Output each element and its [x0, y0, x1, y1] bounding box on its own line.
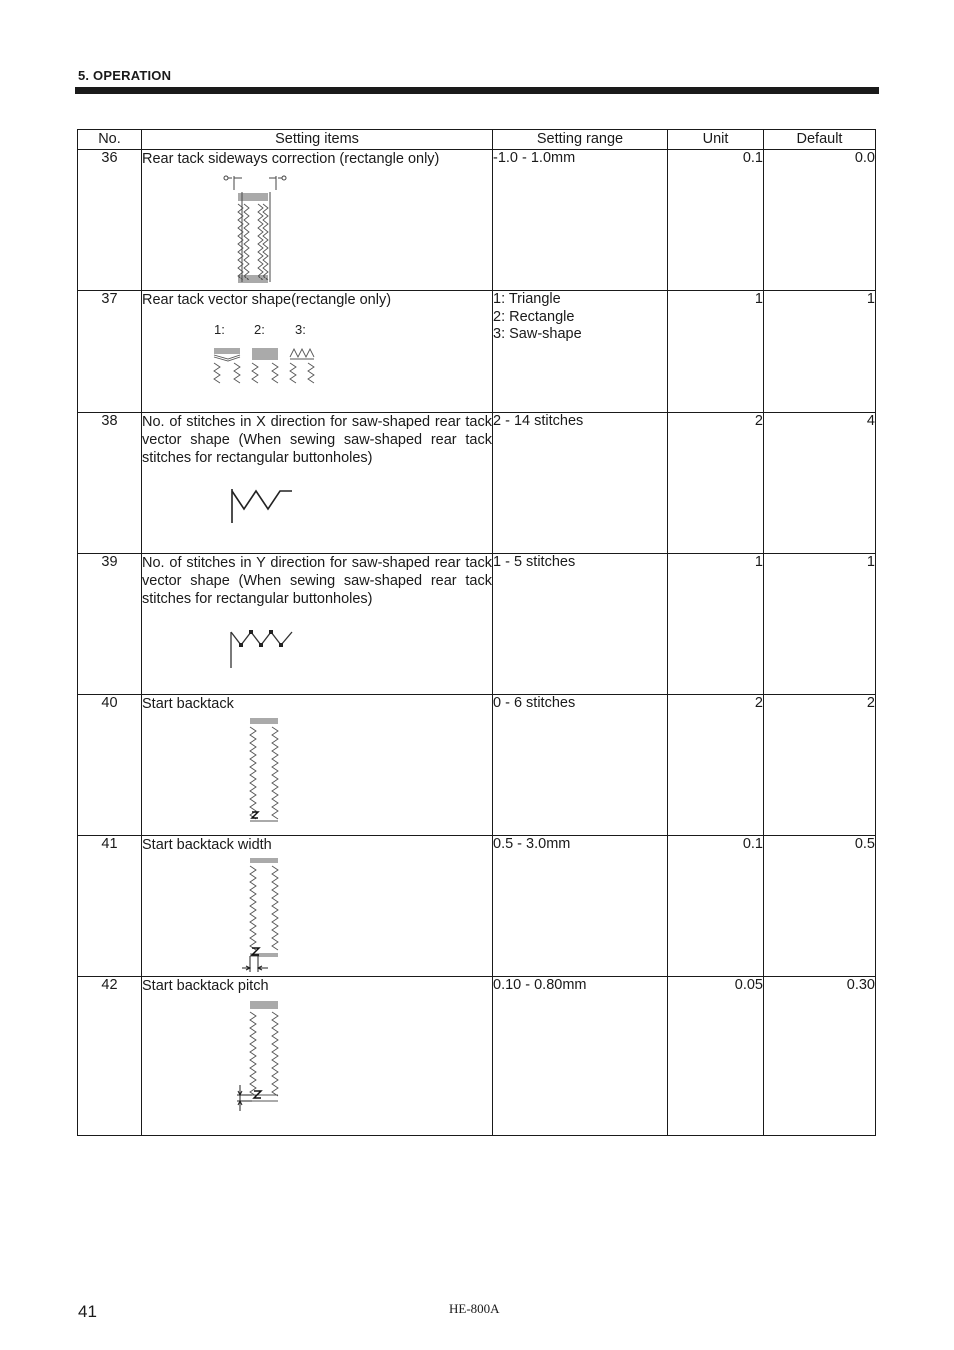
header-rule: [75, 87, 879, 94]
header-default: Default: [764, 130, 876, 150]
default-value: 0.0: [764, 150, 876, 291]
setting-item: Start backtack pitch: [142, 978, 269, 994]
table-row: [78, 836, 876, 977]
table-row: [78, 413, 876, 554]
unit-value: 1: [668, 291, 764, 413]
default-value: 4: [764, 413, 876, 554]
setting-range: 0 - 6 stitches: [493, 695, 576, 711]
setting-item: No. of stitches in Y direction for saw-shaped rear tack vector shape (When sewing saw-shaped rear tack stitches for rectangular buttonholes): [142, 555, 492, 607]
default-value: 0.30: [764, 977, 876, 1136]
header-setting-range: Setting range: [493, 130, 668, 150]
start-backtack-width-figure: [142, 858, 342, 976]
row-number: 39: [78, 554, 142, 695]
row-number: 42: [78, 977, 142, 1136]
table-row: [78, 695, 876, 836]
row-number: 41: [78, 836, 142, 977]
setting-range: 2 - 14 stitches: [493, 413, 584, 429]
setting-item: Rear tack vector shape(rectangle only): [142, 292, 392, 308]
unit-value: 0.05: [668, 977, 764, 1136]
rear-tack-sideways-correction-figure: [142, 172, 322, 287]
model-name: HE-800A: [449, 1301, 500, 1316]
unit-value: 2: [668, 413, 764, 554]
default-value: 1: [764, 291, 876, 413]
setting-range-option: 1: Triangle: [493, 291, 561, 307]
section-title: 5. OPERATION: [78, 68, 172, 83]
setting-range-option: 2: Rectangle: [493, 308, 575, 325]
default-value: 0.5: [764, 836, 876, 977]
start-backtack-figure: [142, 717, 342, 827]
row-number: 38: [78, 413, 142, 554]
table-row: [78, 554, 876, 695]
setting-range: 0.10 - 0.80mm: [493, 977, 587, 993]
row-number: 40: [78, 695, 142, 836]
start-backtack-pitch-figure: [142, 999, 342, 1114]
setting-item: Start backtack: [142, 696, 234, 712]
setting-range: 1 - 5 stitches: [493, 554, 576, 570]
rear-tack-vector-shape-figure: [142, 313, 342, 389]
setting-range: 0.5 - 3.0mm: [493, 836, 571, 852]
setting-range: -1.0 - 1.0mm: [493, 150, 576, 166]
setting-item: Rear tack sideways correction (rectangle only): [142, 151, 440, 167]
table-row: [78, 291, 876, 413]
shape-label-rectangle: 2:: [254, 322, 265, 337]
setting-range-option: 3: Saw-shape: [493, 326, 582, 342]
unit-value: 0.1: [668, 150, 764, 291]
settings-table: [77, 129, 876, 1136]
shape-label-triangle: 1:: [214, 322, 225, 337]
row-number: 36: [78, 150, 142, 291]
setting-item: Start backtack width: [142, 837, 272, 853]
header-unit: Unit: [668, 130, 764, 150]
unit-value: 2: [668, 695, 764, 836]
default-value: 2: [764, 695, 876, 836]
unit-value: 1: [668, 554, 764, 695]
saw-x-stitches-figure: [142, 471, 342, 531]
default-value: 1: [764, 554, 876, 695]
row-number: 37: [78, 291, 142, 413]
header-no: No.: [78, 130, 142, 150]
header-setting-items: Setting items: [142, 130, 493, 150]
page-number: 41: [78, 1302, 97, 1321]
setting-item: No. of stitches in X direction for saw-shaped rear tack vector shape (When sewing saw-shaped rear tack stitches for rectangular buttonholes): [142, 414, 492, 466]
table-header-row: [78, 130, 876, 150]
table-row: [78, 977, 876, 1136]
shape-label-saw: 3:: [295, 322, 306, 337]
table-row: [78, 150, 876, 291]
saw-y-stitches-figure: [142, 612, 342, 672]
unit-value: 0.1: [668, 836, 764, 977]
